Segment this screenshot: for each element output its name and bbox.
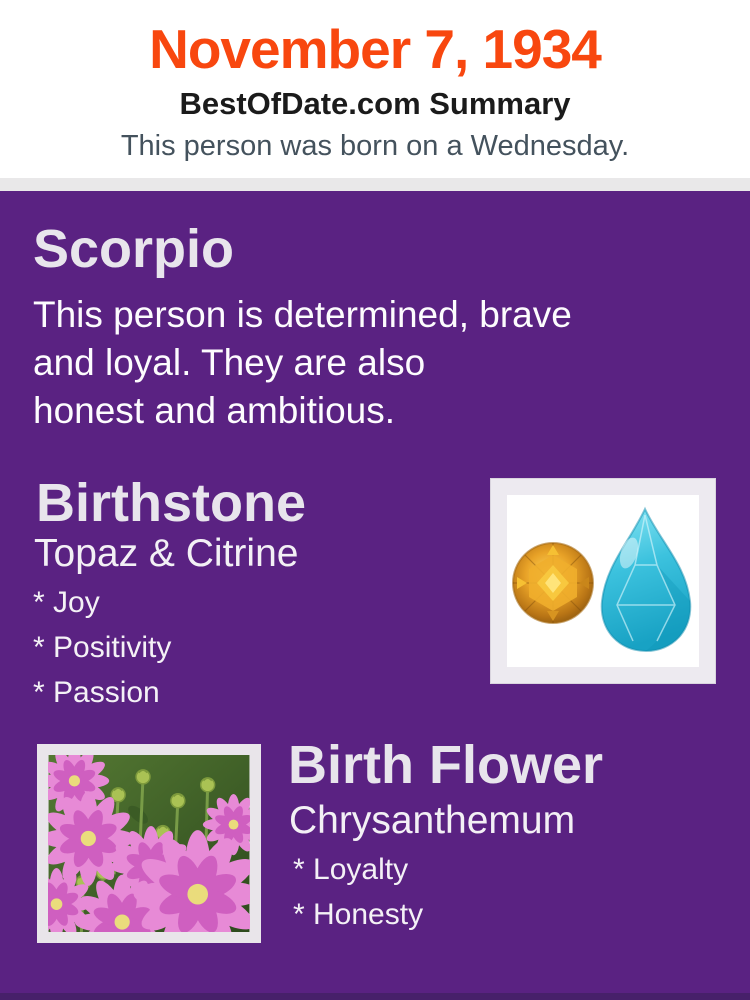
topaz-citrine-gemstones-image <box>507 495 699 667</box>
site-summary-title: BestOfDate.com Summary <box>179 86 571 121</box>
birth-flower-photo-card <box>37 744 261 943</box>
footer-accent-strip <box>0 993 750 1000</box>
born-weekday-line: This person was born on a Wednesday. <box>120 130 630 162</box>
zodiac-description-line: and loyal. They are also <box>33 342 426 383</box>
zodiac-description <box>33 291 713 435</box>
birth-flower-name: Chrysanthemum <box>289 799 576 842</box>
birth-flower-heading: Birth Flower <box>288 735 604 795</box>
citrine-gem <box>513 543 593 623</box>
birth-flower-trait: * Honesty <box>293 898 424 931</box>
birthstone-names: Topaz & Citrine <box>34 532 299 575</box>
chrysanthemum-illustration <box>48 755 250 932</box>
summary-panel <box>0 191 750 1000</box>
header-divider <box>0 178 750 191</box>
birthstone-photo-card <box>490 478 716 684</box>
birthstone-trait: * Passion <box>33 676 160 709</box>
birthstone-trait: * Joy <box>33 586 100 619</box>
birth-flower-trait: * Loyalty <box>293 853 409 886</box>
page-title-date: November 7, 1934 <box>149 18 601 80</box>
zodiac-description-line: honest and ambitious. <box>33 390 396 431</box>
birthstone-heading: Birthstone <box>36 473 306 533</box>
gems-illustration <box>507 495 699 667</box>
chrysanthemum-flowers-image <box>48 755 250 932</box>
zodiac-sign-heading: Scorpio <box>33 219 235 279</box>
birthstone-trait: * Positivity <box>33 631 172 664</box>
zodiac-description-line: This person is determined, brave <box>33 294 572 335</box>
